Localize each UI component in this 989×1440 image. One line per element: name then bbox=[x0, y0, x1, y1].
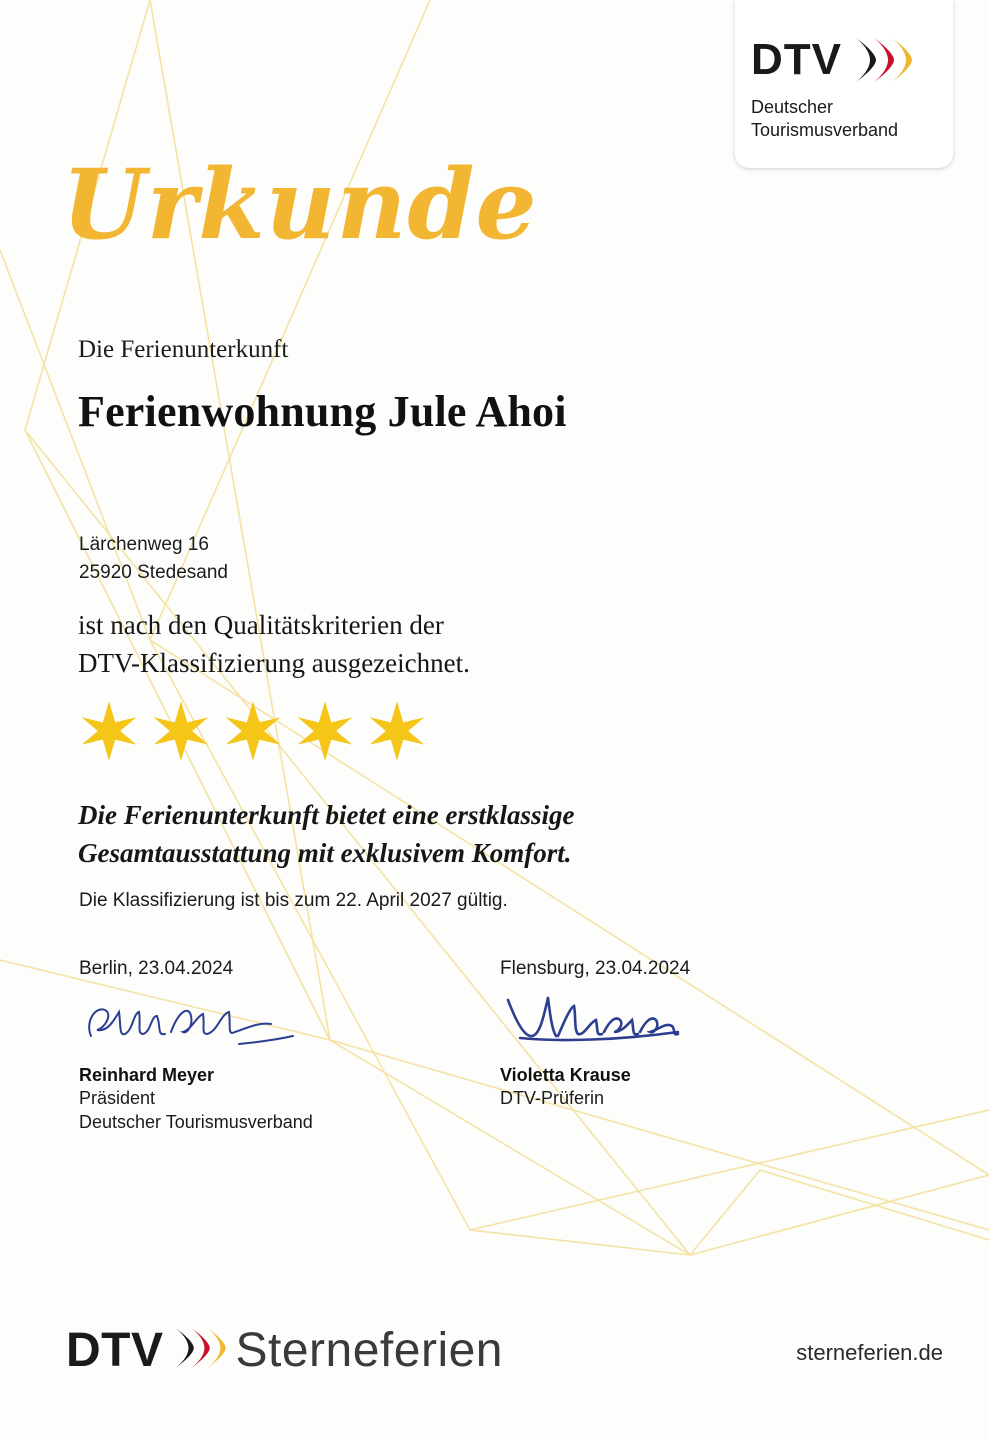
criteria-line-1: ist nach den Qualitätskriterien der bbox=[78, 610, 444, 640]
star-icon bbox=[366, 700, 428, 767]
signature-reinhard-meyer-image bbox=[79, 992, 309, 1054]
star-icon bbox=[222, 700, 284, 767]
praise-line-2: Gesamtausstattung mit exklusivem Komfort. bbox=[78, 838, 572, 869]
dtv-logo-subtitle bbox=[751, 96, 898, 141]
signature-block-left bbox=[79, 958, 313, 1135]
signature-role-line-1: DTV-Prüferin bbox=[500, 1088, 605, 1108]
footer-dtv-wordmark: DTV bbox=[66, 1324, 164, 1377]
dtv-logo-subtitle-line1: Deutscher bbox=[751, 97, 834, 117]
signature-name: Reinhard Meyer bbox=[79, 1065, 215, 1085]
star-rating bbox=[78, 700, 428, 767]
dtv-logo-badge bbox=[735, 0, 953, 168]
praise-line-1: Die Ferienunterkunft bietet eine erstklassige bbox=[78, 800, 575, 830]
intro-line: Die Ferienunterkunft bbox=[78, 336, 289, 363]
footer-chevrons-icon bbox=[174, 1325, 226, 1376]
dtv-logo-subtitle-line2: Tourismusverband bbox=[751, 119, 899, 140]
star-icon bbox=[294, 700, 356, 767]
page-title: Urkunde bbox=[62, 148, 538, 261]
footer-brand-word: Sterneferien bbox=[235, 1324, 503, 1377]
footer-url: sterneferien.de bbox=[796, 1340, 943, 1365]
star-icon bbox=[150, 700, 212, 767]
criteria-text bbox=[78, 606, 470, 683]
validity-text: Die Klassifizierung ist bis zum 22. April 2027 gültig. bbox=[79, 890, 508, 911]
dtv-wordmark: DTV bbox=[751, 35, 842, 84]
signature-block-right bbox=[500, 958, 730, 1110]
signature-role-line-2: Deutscher Tourismusverband bbox=[79, 1112, 313, 1133]
signature-role-line-1: Präsident bbox=[79, 1088, 156, 1108]
footer-logo bbox=[66, 1323, 503, 1378]
dtv-logo-row bbox=[751, 34, 912, 86]
address-street: Lärchenweg 16 bbox=[79, 534, 209, 555]
criteria-line-2: DTV-Klassifizierung ausgezeichnet. bbox=[78, 648, 470, 679]
object-name: Ferienwohnung Jule Ahoi bbox=[78, 387, 567, 436]
signature-violetta-krause-image bbox=[500, 992, 730, 1054]
signature-name: Violetta Krause bbox=[500, 1065, 631, 1085]
address-city: 25920 Stedesand bbox=[79, 561, 228, 583]
signature-place-date: Berlin, 23.04.2024 bbox=[79, 958, 234, 979]
signature-place-date: Flensburg, 23.04.2024 bbox=[500, 958, 691, 979]
dtv-chevrons-icon bbox=[854, 34, 912, 86]
star-icon bbox=[78, 700, 140, 767]
address-block bbox=[79, 531, 228, 586]
praise-text bbox=[78, 796, 575, 873]
